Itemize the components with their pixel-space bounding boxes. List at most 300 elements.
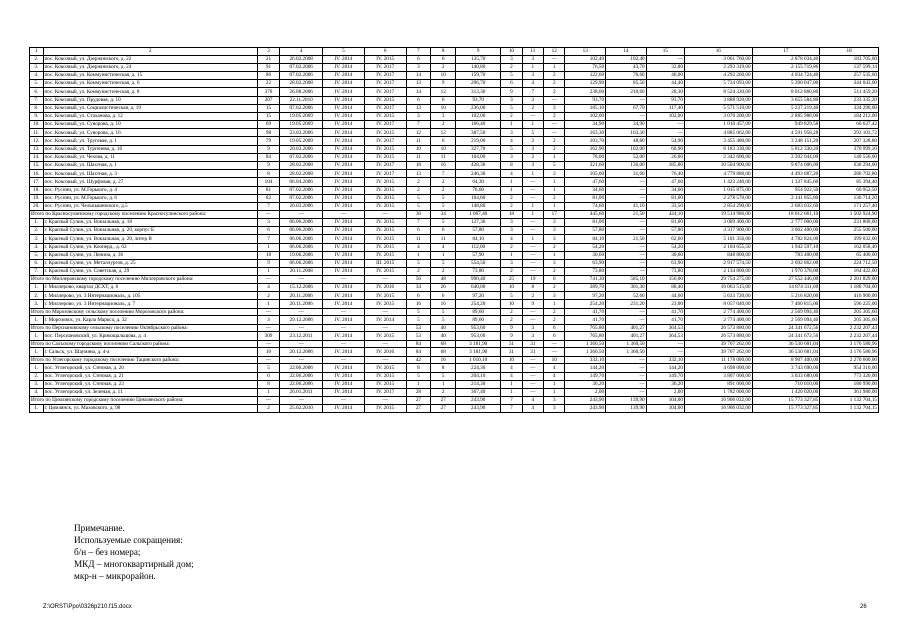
table-cell: 88,40 (646, 284, 684, 292)
table-cell: 243,90 (565, 397, 606, 405)
table-cell: 12. (30, 137, 44, 145)
table-cell: 65 400,00 (820, 251, 879, 259)
table-cell: 4 (280, 48, 323, 56)
table-cell: IV. 2014 (323, 243, 365, 251)
table-cell: IV. 2014 (323, 121, 365, 129)
table-cell: 5 571 510,00 (684, 104, 752, 112)
table-cell: — (646, 121, 684, 129)
table-cell: — (323, 308, 365, 316)
table-cell: — (323, 276, 365, 284)
table-cell: 127,30 (456, 218, 501, 226)
table-cell: 137 599,14 (820, 63, 879, 71)
table-cell: 1 067,40 (456, 211, 501, 219)
table-cell: 149,70 (565, 372, 606, 380)
subtotal-row (30, 324, 879, 332)
table-cell: 5 812 330,20 (752, 145, 820, 153)
table-cell: IV. 2017 (364, 104, 406, 112)
table-row (30, 284, 879, 292)
table-cell: 166,40 (456, 121, 501, 129)
table-cell: 102,40 (565, 55, 606, 63)
table-cell: 4 034 724,40 (752, 71, 820, 79)
table-cell: — (606, 186, 647, 194)
table-cell: 26 573 880,00 (684, 332, 752, 340)
table-cell: 117,40 (646, 104, 684, 112)
table-cell: — (522, 316, 543, 324)
table-cell: 48 (431, 276, 456, 284)
table-cell: 24 341 672,56 (752, 332, 820, 340)
table-cell: IV. 2015 (364, 364, 406, 372)
table-cell: 205 305,60 (820, 308, 879, 316)
subtotal-row (30, 397, 879, 405)
table-cell: пос. Руспин, ул. Чельпышевского, д.5 (43, 202, 257, 210)
table-cell: 238,60 (565, 88, 606, 96)
table-cell: 11 (431, 153, 456, 161)
table-cell: 361 980,00 (820, 388, 879, 396)
table-cell: 1 (522, 211, 543, 219)
table-row (30, 96, 879, 104)
table-cell: IV. 2015 (364, 186, 406, 194)
table-cell: 93,70 (565, 96, 606, 104)
table-cell: 3 (544, 235, 565, 243)
table-cell: пос. Коксовый, ул. Шурфовая, д. 27 (43, 178, 257, 186)
table-cell: 44,40 (646, 80, 684, 88)
table-cell: 73,80 (456, 268, 501, 276)
table-cell: — (544, 96, 565, 104)
table-cell: 84 (257, 153, 280, 161)
table-cell: 3 033 680,00 (752, 372, 820, 380)
table-cell: 3 (501, 259, 522, 267)
table-cell: 4 885 062,00 (684, 129, 752, 137)
table-cell: 171 257,40 (820, 202, 879, 210)
table-cell: г. Миллерово, ул. 3 Интернациональ, д. 7 (43, 300, 257, 308)
table-cell: — (606, 227, 647, 235)
table-cell: 327,70 (456, 145, 501, 153)
table-cell: 210,60 (606, 88, 647, 96)
table-cell: — (280, 276, 323, 284)
table-cell: IV. 2015 (364, 251, 406, 259)
table-cell: 231,20 (606, 300, 647, 308)
table-cell: 2 (501, 194, 522, 202)
table-cell: — (522, 194, 543, 202)
table-row (30, 178, 879, 186)
table-cell: 3 061 760,00 (684, 55, 752, 63)
table-cell: 3 (501, 218, 522, 226)
table-row (30, 162, 879, 170)
table-cell: 164 422,00 (820, 268, 879, 276)
table-cell: IV. 2014 (323, 55, 365, 63)
table-cell: 1 132 704,15 (820, 404, 879, 412)
table-cell: 1. (30, 316, 44, 324)
table-cell: IV. 2015 (364, 153, 406, 161)
table-cell: 2 342 600,00 (684, 153, 752, 161)
table-cell: г. Цимлянск, ул. Маховского, д. 98 (43, 404, 257, 412)
table-cell: 15 (257, 112, 280, 120)
table-cell: 28.02.2008 (280, 162, 323, 170)
table-cell: — (257, 397, 280, 405)
table-cell: 6. (30, 88, 44, 96)
table-cell: 2 (406, 186, 431, 194)
table-cell: 20. (30, 202, 44, 210)
table-cell: 36,20 (646, 380, 684, 388)
table-cell: 76,40 (646, 170, 684, 178)
table-cell: 78,00 (565, 153, 606, 161)
table-cell: 73,80 (646, 268, 684, 276)
table-cell: 3. (30, 300, 44, 308)
table-cell: 5 (431, 259, 456, 267)
table-cell: 29 754 275,00 (684, 276, 752, 284)
table-cell: 12 (431, 88, 456, 96)
table-cell: 243,90 (456, 397, 501, 405)
table-cell: 52,60 (606, 292, 647, 300)
table-cell: 1. (30, 404, 44, 412)
table-cell: 07.02.2006 (280, 71, 323, 79)
table-cell: — (364, 308, 406, 316)
table-cell: 85 394,40 (820, 178, 879, 186)
table-cell: 953,60 (456, 332, 501, 340)
table-row (30, 348, 879, 356)
table-cell: 185,10 (565, 104, 606, 112)
table-cell: 4 (522, 404, 543, 412)
table-cell: 7 (501, 397, 522, 405)
table-cell: — (280, 397, 323, 405)
table-cell: 8 (257, 170, 280, 178)
table-cell: — (522, 259, 543, 267)
table-cell: 3 248 151,20 (752, 137, 820, 145)
note-line: Используемые сокращения: (74, 535, 183, 545)
table-cell: 10 (501, 356, 522, 364)
table-cell: 40 (431, 324, 456, 332)
table-cell: 204,10 (456, 372, 501, 380)
table-cell: 32,80 (646, 63, 684, 71)
table-cell: 81,00 (646, 194, 684, 202)
table-cell: 891 000,00 (684, 380, 752, 388)
table-cell: 63,90 (646, 259, 684, 267)
table-cell: IV. 2014 (323, 194, 365, 202)
table-cell: 3 (522, 145, 543, 153)
table-cell: 3 (522, 332, 543, 340)
table-cell: 102,00 (606, 145, 647, 153)
table-cell: 16 906 032,00 (684, 404, 752, 412)
table-cell: 53 (406, 332, 431, 340)
table-cell: 3 (544, 292, 565, 300)
table-cell: 22 (257, 80, 280, 88)
table-cell: 6 (431, 137, 456, 145)
table-cell: 06.06.2006 (280, 227, 323, 235)
table-cell: 1 423 240,00 (684, 178, 752, 186)
table-cell: 953,60 (456, 324, 501, 332)
table-row (30, 292, 879, 300)
table-cell: 2 141 855,80 (752, 194, 820, 202)
table-cell: 102,00 (456, 112, 501, 120)
table-cell: 27 552 446,00 (752, 276, 820, 284)
table-cell: 40 (431, 332, 456, 340)
table-cell: 9 (522, 300, 543, 308)
table-cell: 954 310,00 (820, 364, 879, 372)
table-cell: 06.04.2006 (280, 178, 323, 186)
table-cell: 104,00 (456, 153, 501, 161)
table-cell: — (257, 356, 280, 364)
table-cell: 2 (406, 268, 431, 276)
table-cell: 34,60 (646, 186, 684, 194)
table-cell: — (606, 218, 647, 226)
table-cell: — (522, 372, 543, 380)
table-cell: 1 (30, 48, 44, 56)
table-cell: 5 390 047,00 (752, 80, 820, 88)
table-cell: — (257, 324, 280, 332)
table-cell: 3 (501, 129, 522, 137)
table-cell: 135,70 (456, 55, 501, 63)
table-cell: 585,10 (606, 276, 647, 284)
table-cell: IV. 2014 (323, 170, 365, 178)
table-cell: 26 573 880,00 (684, 324, 752, 332)
table-cell: IV. 2015 (364, 218, 406, 226)
table-cell: 60,90 (646, 145, 684, 153)
table-cell: IV. 2015 (364, 145, 406, 153)
subtotal-label: Итого по Сальскому городскому поселению Сальского района: (30, 340, 258, 348)
table-cell: 14 (406, 88, 431, 96)
table-row (30, 300, 879, 308)
table-cell: — (323, 324, 365, 332)
table-cell: — (257, 308, 280, 316)
table-cell: 3 (544, 404, 565, 412)
table-cell: 5 (501, 145, 522, 153)
table-cell: — (606, 364, 647, 372)
table-cell: 28.02.2008 (280, 80, 323, 88)
table-cell: 23,00 (646, 300, 684, 308)
table-cell: 140,80 (456, 63, 501, 71)
table-cell: 3 (406, 63, 431, 71)
table-cell: 102,40 (606, 55, 647, 63)
table-cell: 9 (257, 145, 280, 153)
table-cell: 4 292 260,00 (684, 71, 752, 79)
table-cell: 2 (257, 404, 280, 412)
table-row (30, 71, 879, 79)
table-cell: 4 (501, 170, 522, 178)
table-cell: 28 (406, 388, 431, 396)
table-cell: 144,20 (565, 364, 606, 372)
table-cell: 16 906 032,00 (684, 397, 752, 405)
table-cell: — (544, 129, 565, 137)
table-cell: 1 (544, 251, 565, 259)
table-cell: IV. 2014 (323, 137, 365, 145)
table-cell: 3 (406, 112, 431, 120)
table-cell: 1 (522, 63, 543, 71)
table-cell: 364,53 (646, 332, 684, 340)
table-cell: IV. 2014 (323, 129, 365, 137)
table-cell: 41,10 (606, 202, 647, 210)
table-cell: 1 132 704,15 (820, 397, 879, 405)
table-cell: 3 176 580,96 (820, 340, 879, 348)
table-cell: 389,70 (565, 284, 606, 292)
table-cell: 293 103,72 (820, 129, 879, 137)
table-cell: 2 854 290,00 (684, 202, 752, 210)
table-cell: 1 (522, 235, 543, 243)
table-cell: г. Красный Сулин, ул. Ленина, д. 36 (43, 251, 257, 259)
table-cell: 10 (431, 104, 456, 112)
table-cell: 16 (684, 48, 752, 56)
table-cell: 6 (431, 55, 456, 63)
table-cell: 102,00 (646, 112, 684, 120)
table-cell: 387,50 (456, 129, 501, 137)
table-cell: 5 181 356,00 (684, 235, 752, 243)
table-cell: IV. 2014 (323, 380, 365, 388)
table-cell: 1 (501, 178, 522, 186)
table-cell: — (522, 268, 543, 276)
table-cell: 2 (501, 63, 522, 71)
table-cell: 76,60 (606, 71, 647, 79)
table-cell: 19 (522, 276, 543, 284)
table-cell: 144,20 (646, 364, 684, 372)
table-cell: 7 (257, 202, 280, 210)
table-cell: 1. (30, 348, 44, 356)
table-cell: — (544, 348, 565, 356)
table-cell: 1 360,50 (606, 348, 647, 356)
table-cell: IV. 2014 (323, 284, 365, 292)
table-cell: 2 774 400,00 (684, 316, 752, 324)
table-cell: — (257, 276, 280, 284)
table-cell: — (646, 340, 684, 348)
table-cell: 2 (544, 88, 565, 96)
table-cell: 19. (30, 194, 44, 202)
table-cell: 399 032,00 (820, 235, 879, 243)
table-cell: 63,90 (565, 259, 606, 267)
table-cell: 14. (30, 153, 44, 161)
table-cell: 25 (501, 276, 522, 284)
table-cell: IV. 2014 (323, 372, 365, 380)
table-cell: 2 (522, 153, 543, 161)
table-cell: 3 888 920,00 (684, 96, 752, 104)
table-cell: пос. Коксовый, ул. Суворова, д. 10 (43, 121, 257, 129)
table-cell: IV. 2015 (364, 178, 406, 186)
table-cell: 3 070 200,00 (684, 112, 752, 120)
table-cell: 2 (431, 63, 456, 71)
table-cell: 2 683 032,60 (752, 202, 820, 210)
table-cell: 2 (431, 178, 456, 186)
table-cell: IV. 2014 (323, 96, 365, 104)
table-cell: 2 270 600,00 (820, 356, 879, 364)
table-cell: 741,30 (565, 276, 606, 284)
table-cell: 207 (257, 96, 280, 104)
table-cell: 445,60 (565, 211, 606, 219)
table-cell: 13 (406, 104, 431, 112)
table-row (30, 202, 879, 210)
table-cell: 13 (406, 170, 431, 178)
table-cell: 104,00 (646, 397, 684, 405)
table-cell: 2 917 574,50 (684, 259, 752, 267)
table-cell: — (522, 227, 543, 235)
table-cell: г. Красный Сулин, ул. Вокзальная, д. 20, литер В (43, 235, 257, 243)
table-cell: 36 (406, 211, 431, 219)
table-cell: 76,50 (565, 63, 606, 71)
table-cell: 5 (406, 194, 431, 202)
table-cell: 1. (30, 284, 44, 292)
table-row (30, 268, 879, 276)
table-cell: 2 (544, 284, 565, 292)
table-cell: 1 (544, 300, 565, 308)
footer-page-number: 26 (860, 604, 867, 610)
table-cell: 180 990,00 (820, 380, 879, 388)
table-cell: 18 (257, 251, 280, 259)
table-cell: 46,00 (646, 71, 684, 79)
table-cell: IV. 2016 (364, 284, 406, 292)
table-cell: 10 (544, 356, 565, 364)
table-cell: — (323, 340, 365, 348)
table-cell: 3 455 480,00 (684, 137, 752, 145)
table-cell: IV. 2017 (364, 63, 406, 71)
table-cell: г. Красный Сулин, ул. Металлургов, д. 25 (43, 259, 257, 267)
table-cell: 2 (501, 243, 522, 251)
table-cell: 27 (431, 404, 456, 412)
table-cell: — (280, 308, 323, 316)
table-cell: 19.06.2006 (280, 251, 323, 259)
subtotal-label: Итого по Миллеровскому городскому поселению Миллеровского района: (30, 276, 258, 284)
table-cell: 5 734 093,00 (684, 80, 752, 88)
column-number-row (30, 48, 879, 56)
table-cell: 9 (501, 324, 522, 332)
table-cell: 8 (501, 162, 522, 170)
table-cell: 246,30 (456, 170, 501, 178)
table-cell: 2 (501, 202, 522, 210)
table-cell: 12 (544, 48, 565, 56)
table-cell: — (364, 324, 406, 332)
table-cell: 2 (544, 308, 565, 316)
table-cell: — (257, 340, 280, 348)
table-cell: 9 (431, 80, 456, 88)
table-cell: IV. 2015 (364, 55, 406, 63)
table-cell: IV. 2014 (323, 202, 365, 210)
table-cell: 97,20 (456, 292, 501, 300)
table-cell: 5. (30, 251, 44, 259)
table-cell: 84,10 (456, 235, 501, 243)
table-cell: 18 (501, 211, 522, 219)
table-cell: — (280, 356, 323, 364)
table-row (30, 121, 879, 129)
table-cell: 6 (544, 276, 565, 284)
table-cell: 62,60 (646, 235, 684, 243)
table-cell: — (257, 211, 280, 219)
table-cell: IV. 2015 (364, 129, 406, 137)
table-cell: IV. 2015 (364, 292, 406, 300)
table-cell: 344 043,00 (820, 80, 879, 88)
table-cell: 163,30 (565, 129, 606, 137)
table-cell: пос. Коксовый, ул. Социалистическая, д. 19 (43, 104, 257, 112)
table-cell: 3 743 690,00 (752, 364, 820, 372)
table-cell: IV. 2014 (323, 364, 365, 372)
table-cell: 21,50 (606, 211, 647, 219)
table-cell: — (522, 243, 543, 251)
table-cell: 1 010 457,00 (684, 121, 752, 129)
table-cell: IV. 2014 (323, 251, 365, 259)
table-cell: 68 (431, 340, 456, 348)
table-cell: 5 633 720,00 (684, 292, 752, 300)
table-cell: 1 (501, 251, 522, 259)
table-cell: 990,40 (456, 276, 501, 284)
table-cell: г. Сальск, ул. Шаумяна, д. 4-а (43, 348, 257, 356)
table-cell: 54,20 (565, 243, 606, 251)
table-cell: 1 (406, 251, 431, 259)
table-cell: — (522, 178, 543, 186)
table-cell: 2 878 034,40 (752, 55, 820, 63)
subtotal-label: Итого по Цимлянскому городскому поселению Цимлянского района: (30, 397, 258, 405)
table-cell: 23.03.2006 (280, 129, 323, 137)
table-cell: IV. 2015 (364, 235, 406, 243)
table-cell: IV. 2014 (323, 88, 365, 96)
table-cell: 18 (406, 162, 431, 170)
housing-table (29, 47, 879, 413)
table-cell: — (323, 211, 365, 219)
table-cell: пос. Коксовый, ул. Суворова, д. 16 (43, 129, 257, 137)
table-cell: 5 (406, 202, 431, 210)
